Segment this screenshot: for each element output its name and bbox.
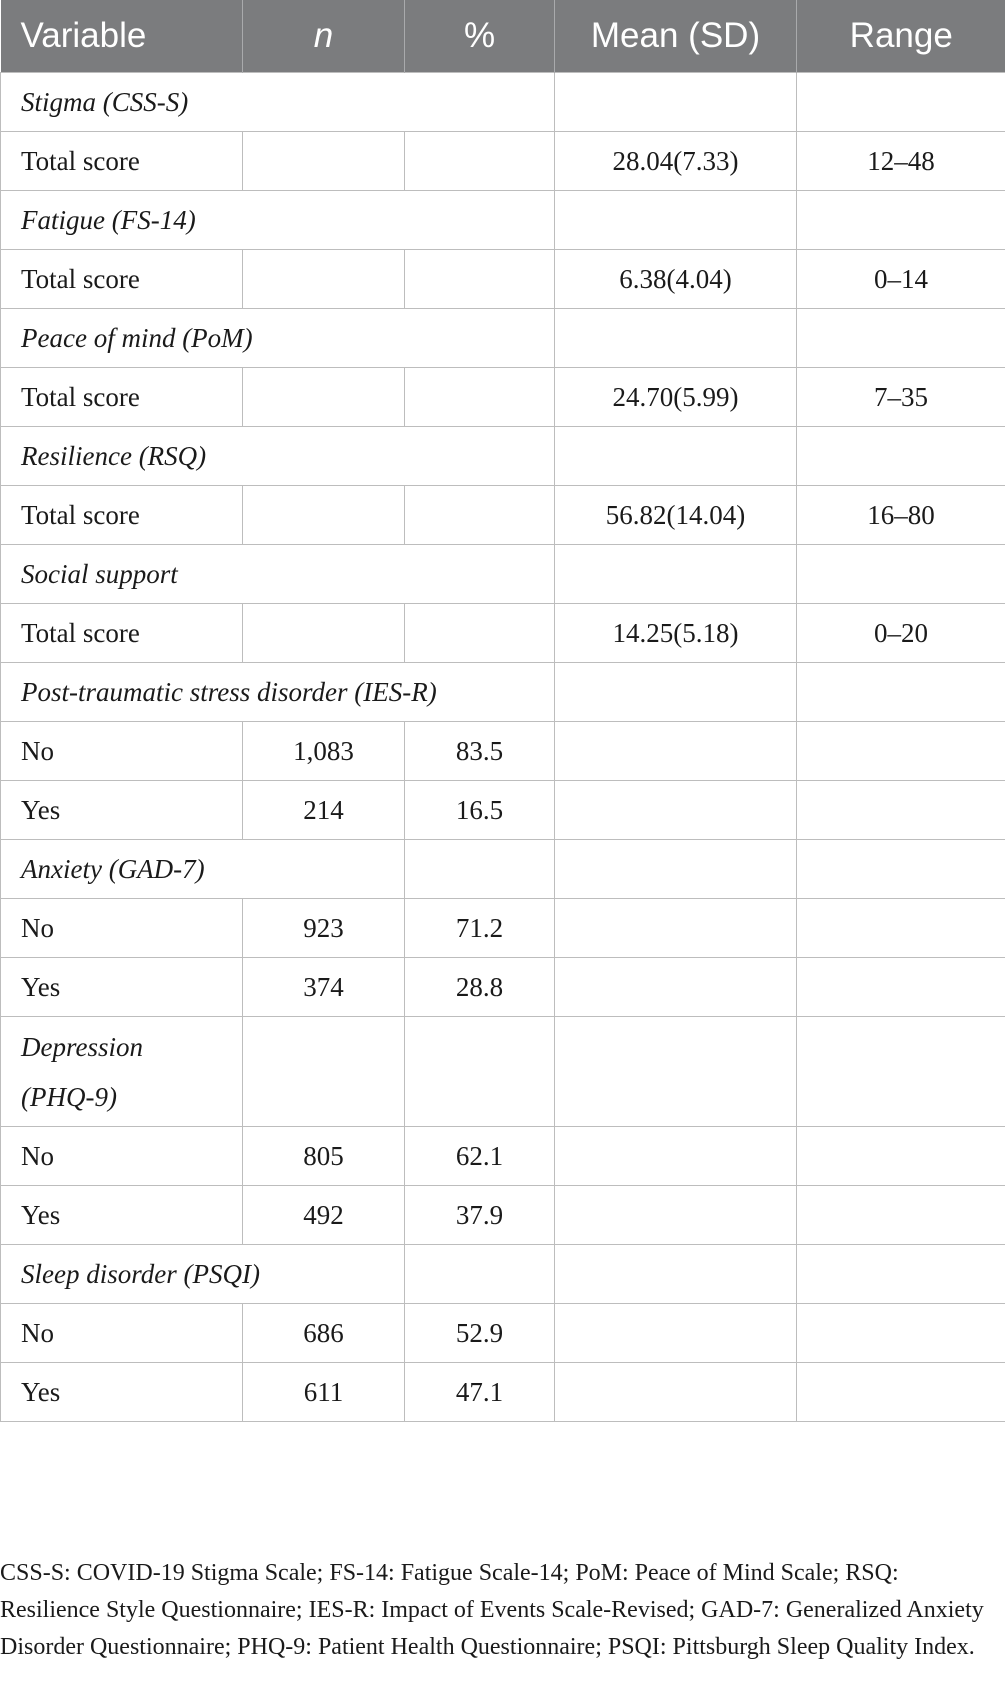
empty-cell — [797, 1017, 1005, 1127]
table-row — [1, 250, 1005, 309]
n-cell — [243, 250, 405, 309]
range-cell — [797, 1127, 1005, 1186]
range-cell — [797, 722, 1005, 781]
group-row-resilience — [1, 427, 1005, 486]
row-label: Yes — [1, 1363, 243, 1422]
group-row-stigma — [1, 73, 1005, 132]
empty-cell — [555, 545, 797, 604]
empty-cell — [555, 1017, 797, 1127]
table-row — [1, 1186, 1005, 1245]
header-variable: Variable — [1, 0, 243, 73]
percent-cell: 28.8 — [405, 958, 555, 1017]
n-cell: 611 — [243, 1363, 405, 1422]
group-row-peace-of-mind — [1, 309, 1005, 368]
row-label: Yes — [1, 958, 243, 1017]
table-footnote: CSS-S: COVID-19 Stigma Scale; FS-14: Fatigue Scale-14; PoM: Peace of Mind Scale; RSQ: Resilience Style Questionnaire; IES-R: Impact of Events Scale-Revised; GAD-7: Generalized Anxiety Disorder Questionnaire; PHQ-9: Patient Health Questionnaire; PSQI: Pittsburgh Sleep Quality Index. — [0, 1560, 984, 1660]
percent-cell — [405, 486, 555, 545]
range-cell: 16–80 — [797, 486, 1005, 545]
percent-cell: 37.9 — [405, 1186, 555, 1245]
percent-cell: 71.2 — [405, 899, 555, 958]
group-label: Anxiety (GAD-7) — [1, 840, 405, 899]
empty-cell — [243, 1017, 405, 1127]
percent-cell: 52.9 — [405, 1304, 555, 1363]
empty-cell — [555, 663, 797, 722]
mean-sd-cell: 28.04(7.33) — [555, 132, 797, 191]
row-label: No — [1, 1127, 243, 1186]
row-label: Yes — [1, 781, 243, 840]
empty-cell — [555, 840, 797, 899]
empty-cell — [555, 309, 797, 368]
empty-cell — [797, 309, 1005, 368]
empty-cell — [797, 840, 1005, 899]
row-label: Total score — [1, 250, 243, 309]
empty-cell — [797, 191, 1005, 250]
mean-sd-cell — [555, 899, 797, 958]
group-row-fatigue — [1, 191, 1005, 250]
group-label: Peace of mind (PoM) — [1, 309, 555, 368]
range-cell: 7–35 — [797, 368, 1005, 427]
group-label: Sleep disorder (PSQI) — [1, 1245, 405, 1304]
n-cell: 374 — [243, 958, 405, 1017]
row-label: No — [1, 722, 243, 781]
empty-cell — [555, 427, 797, 486]
group-label: Post-traumatic stress disorder (IES-R) — [1, 663, 555, 722]
percent-cell — [405, 368, 555, 427]
n-cell — [243, 368, 405, 427]
mean-sd-cell: 56.82(14.04) — [555, 486, 797, 545]
n-cell: 1,083 — [243, 722, 405, 781]
n-cell: 686 — [243, 1304, 405, 1363]
table-row — [1, 368, 1005, 427]
table-row — [1, 1127, 1005, 1186]
row-label: No — [1, 1304, 243, 1363]
group-label-line2: (PHQ-9) — [21, 1081, 117, 1112]
n-cell — [243, 604, 405, 663]
group-row-sleep-disorder — [1, 1245, 1005, 1304]
group-label-line1: Depression — [21, 1031, 143, 1062]
range-cell — [797, 958, 1005, 1017]
percent-cell — [405, 250, 555, 309]
row-label: Total score — [1, 486, 243, 545]
n-cell: 214 — [243, 781, 405, 840]
mean-sd-cell — [555, 1363, 797, 1422]
mean-sd-cell — [555, 1304, 797, 1363]
group-row-ptsd — [1, 663, 1005, 722]
range-cell — [797, 899, 1005, 958]
empty-cell — [555, 73, 797, 132]
percent-cell — [405, 132, 555, 191]
percent-cell — [405, 604, 555, 663]
empty-cell — [797, 545, 1005, 604]
mean-sd-cell — [555, 1127, 797, 1186]
mean-sd-cell: 6.38(4.04) — [555, 250, 797, 309]
group-row-social-support — [1, 545, 1005, 604]
table-row — [1, 132, 1005, 191]
range-cell — [797, 1304, 1005, 1363]
header-percent: % — [405, 0, 555, 73]
group-label: Fatigue (FS-14) — [1, 191, 555, 250]
header-n: n — [243, 0, 405, 73]
table-header — [1, 0, 1005, 73]
table-body — [1, 73, 1005, 1422]
range-cell — [797, 781, 1005, 840]
table-row — [1, 1363, 1005, 1422]
row-label: Total score — [1, 132, 243, 191]
empty-cell — [797, 73, 1005, 132]
row-label: Total score — [1, 604, 243, 663]
range-cell: 0–20 — [797, 604, 1005, 663]
empty-cell — [797, 427, 1005, 486]
table-row — [1, 604, 1005, 663]
empty-cell — [405, 1017, 555, 1127]
mean-sd-cell — [555, 781, 797, 840]
empty-cell — [555, 191, 797, 250]
header-mean-sd: Mean (SD) — [555, 0, 797, 73]
table-row — [1, 1304, 1005, 1363]
mean-sd-cell — [555, 958, 797, 1017]
range-cell: 12–48 — [797, 132, 1005, 191]
table-row — [1, 486, 1005, 545]
range-cell: 0–14 — [797, 250, 1005, 309]
percent-cell: 83.5 — [405, 722, 555, 781]
table-row — [1, 899, 1005, 958]
empty-cell — [797, 663, 1005, 722]
empty-cell — [405, 1245, 555, 1304]
n-cell — [243, 132, 405, 191]
group-label: Stigma (CSS-S) — [1, 73, 555, 132]
n-cell — [243, 486, 405, 545]
table-row — [1, 958, 1005, 1017]
n-cell: 492 — [243, 1186, 405, 1245]
group-row-depression — [1, 1017, 1005, 1127]
mean-sd-cell: 24.70(5.99) — [555, 368, 797, 427]
group-label: Resilience (RSQ) — [1, 427, 555, 486]
table-row — [1, 781, 1005, 840]
header-row — [1, 0, 1005, 73]
n-cell: 923 — [243, 899, 405, 958]
empty-cell — [797, 1245, 1005, 1304]
mean-sd-cell: 14.25(5.18) — [555, 604, 797, 663]
percent-cell: 62.1 — [405, 1127, 555, 1186]
empty-cell — [555, 1245, 797, 1304]
row-label: Total score — [1, 368, 243, 427]
group-row-anxiety — [1, 840, 1005, 899]
group-label — [1, 1017, 243, 1127]
percent-cell: 16.5 — [405, 781, 555, 840]
percent-cell: 47.1 — [405, 1363, 555, 1422]
empty-cell — [405, 840, 555, 899]
row-label: No — [1, 899, 243, 958]
mean-sd-cell — [555, 1186, 797, 1245]
group-label: Social support — [1, 545, 555, 604]
n-cell: 805 — [243, 1127, 405, 1186]
range-cell — [797, 1363, 1005, 1422]
row-label: Yes — [1, 1186, 243, 1245]
table-row — [1, 722, 1005, 781]
header-range: Range — [797, 0, 1005, 73]
mean-sd-cell — [555, 722, 797, 781]
range-cell — [797, 1186, 1005, 1245]
